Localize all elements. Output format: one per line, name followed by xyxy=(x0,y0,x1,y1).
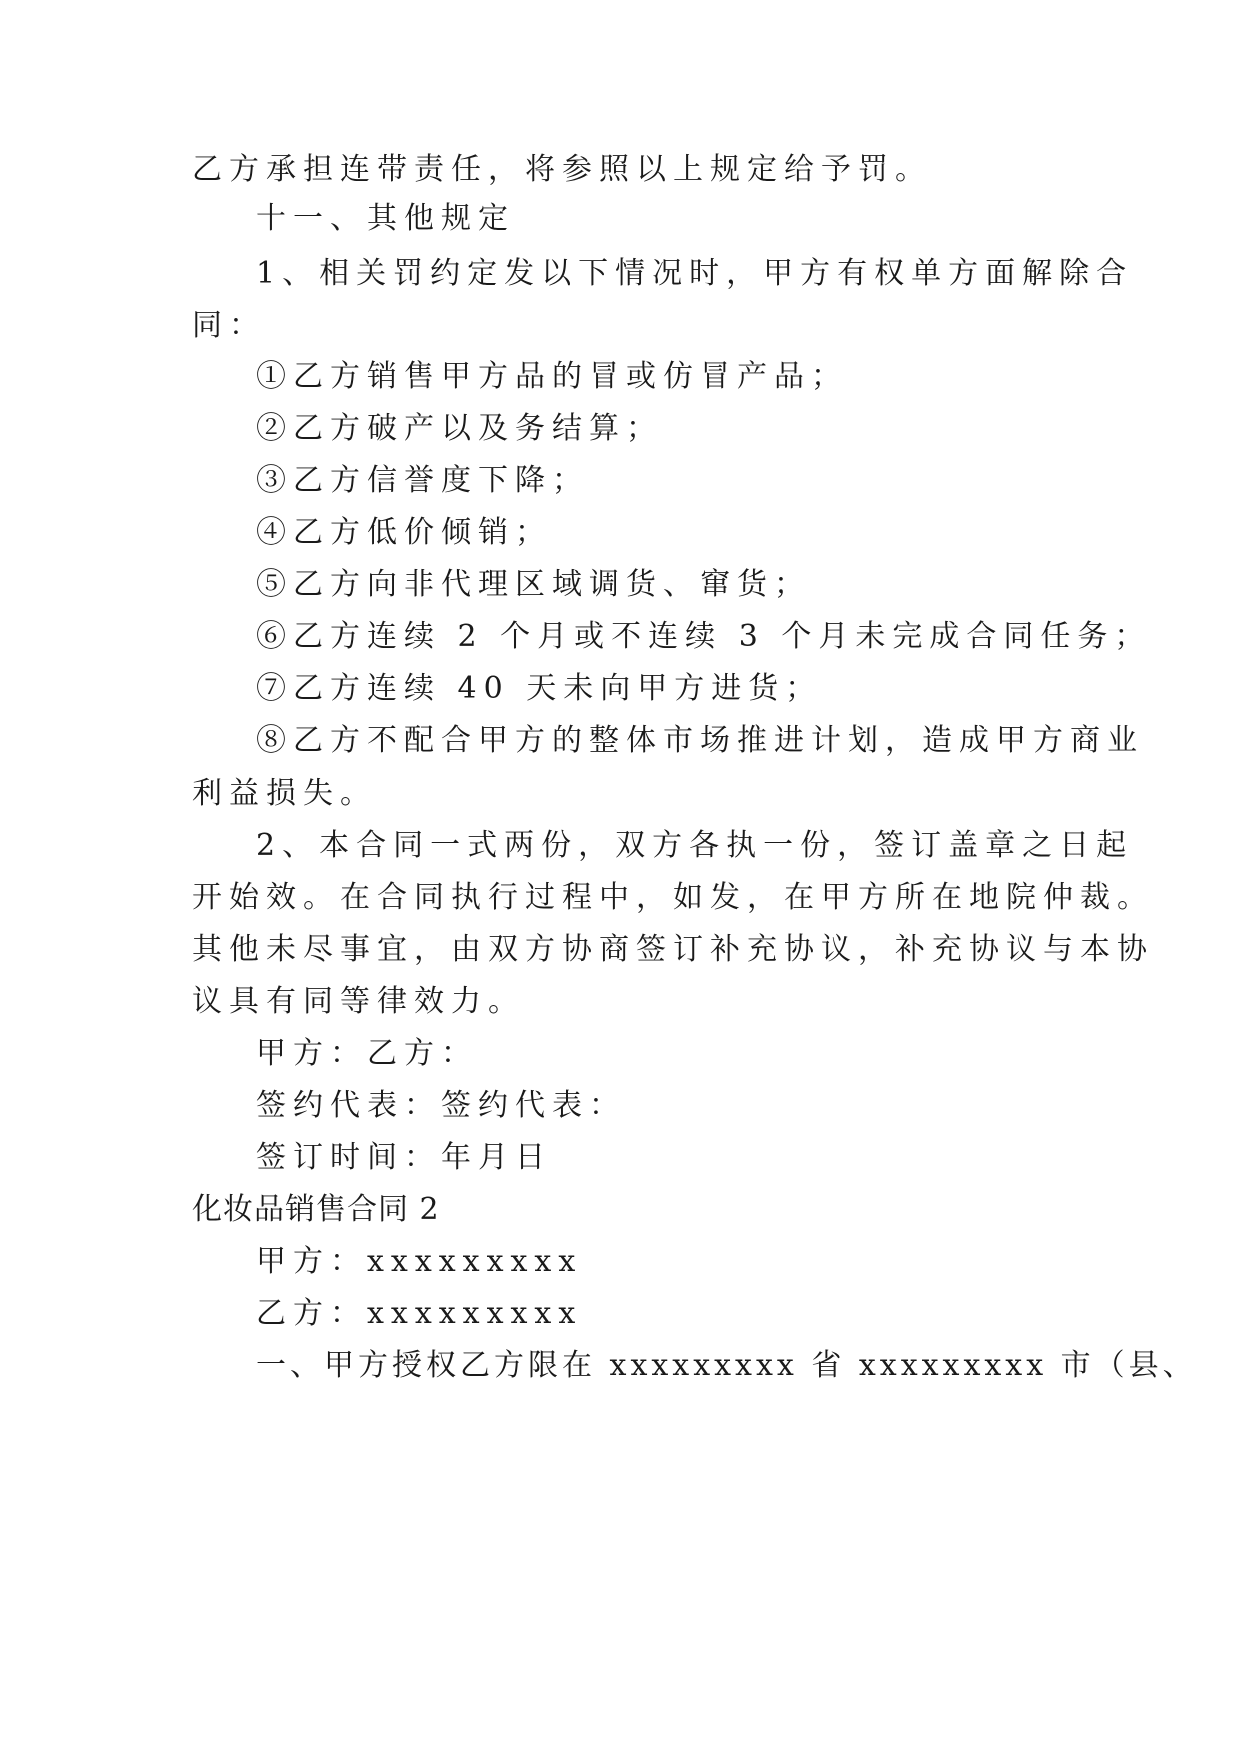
list-item: ⑦乙方连续 40 天未向甲方进货； xyxy=(256,671,823,706)
signature-party-line: 甲方：乙方： xyxy=(256,1036,478,1071)
list-item: ⑧乙方不配合甲方的整体市场推进计划，造成甲方商业 xyxy=(256,723,1144,758)
paragraph-line: 乙方承担连带责任，将参照以上规定给予罚。 xyxy=(192,152,932,187)
party-b-line: 乙方：xxxxxxxxx xyxy=(256,1296,583,1331)
list-item: ④乙方低价倾销； xyxy=(256,515,552,550)
paragraph-line: 其他未尽事宜，由双方协商签订补充协议，补充协议与本协 xyxy=(192,932,1154,967)
list-item: ⑥乙方连续 2 个月或不连续 3 个月未完成合同任务； xyxy=(256,619,1152,654)
signature-representative-line: 签约代表：签约代表： xyxy=(256,1088,626,1123)
list-item: ⑤乙方向非代理区域调货、窜货； xyxy=(256,567,811,602)
list-item: ②乙方破产以及务结算； xyxy=(256,411,663,446)
paragraph-line: 1、相关罚约定发以下情况时，甲方有权单方面解除合 xyxy=(256,256,1134,291)
paragraph-line: 同： xyxy=(192,308,266,343)
paragraph-line: 利益损失。 xyxy=(192,776,377,811)
signature-date-line: 签订时间：年月日 xyxy=(256,1140,552,1175)
paragraph-line: 开始效。在合同执行过程中，如发，在甲方所在地院仲裁。 xyxy=(192,880,1154,915)
document-title: 化妆品销售合同 2 xyxy=(192,1192,440,1227)
list-item: ①乙方销售甲方品的冒或仿冒产品； xyxy=(256,359,848,394)
list-item: ③乙方信誉度下降； xyxy=(256,463,589,498)
party-a-line: 甲方：xxxxxxxxx xyxy=(256,1244,583,1279)
paragraph-line: 2、本合同一式两份，双方各执一份，签订盖章之日起 xyxy=(256,828,1134,863)
paragraph-line: 议具有同等律效力。 xyxy=(192,984,525,1019)
paragraph-line: 一、甲方授权乙方限在 xxxxxxxxx 省 xxxxxxxxx 市（县、 xyxy=(256,1348,1197,1383)
section-heading: 十一、其他规定 xyxy=(256,201,515,236)
